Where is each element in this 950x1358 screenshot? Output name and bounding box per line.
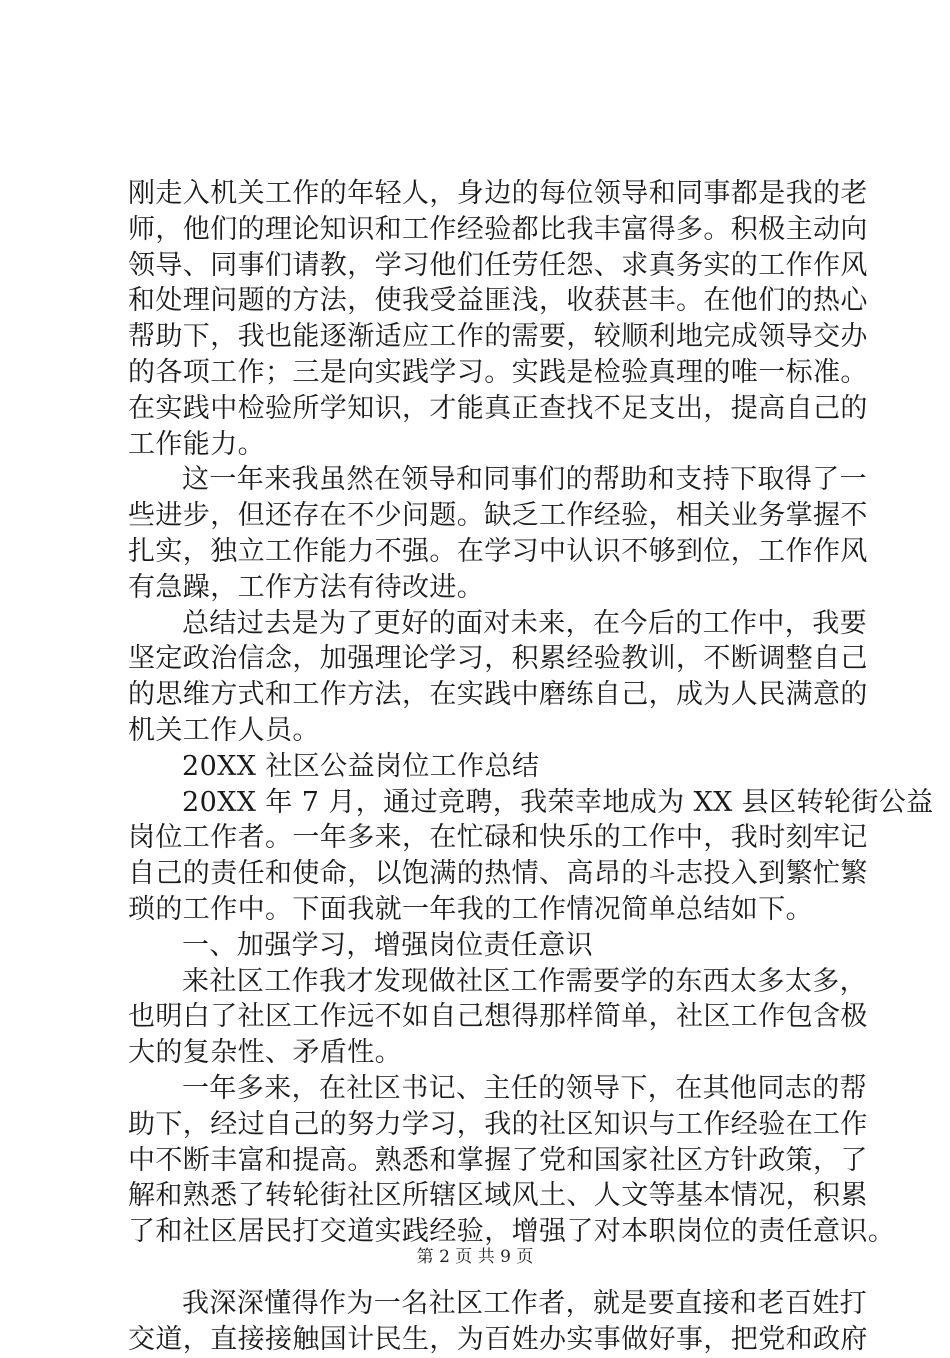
- paragraph-first-line: 20XX 年 7 月，通过竞聘，我荣幸地成为 XX 县区转轮街公益: [182, 786, 934, 818]
- text-line: 些进步，但还存在不少问题。缺乏工作经验，相关业务掌握不: [128, 500, 868, 532]
- text-line: 和处理问题的方法，使我受益匪浅，收获甚丰。在他们的热心: [128, 285, 868, 317]
- text-line: 扎实，独立工作能力不强。在学习中认识不够到位，工作作风: [128, 535, 868, 567]
- paragraph-first-line: 我深深懂得作为一名社区工作者，就是要直接和老百姓打: [182, 1287, 867, 1319]
- paragraph-first-line: 一年多来，在社区书记、主任的领导下，在其他同志的帮: [182, 1072, 867, 1104]
- text-line: 有急躁，工作方法有待改进。: [128, 571, 485, 603]
- text-line: 大的复杂性、矛盾性。: [128, 1037, 402, 1069]
- text-line: 解和熟悉了转轮街社区所辖区域风土、人文等基本情况，积累: [128, 1180, 868, 1212]
- text-line: 中不断丰富和提高。熟悉和掌握了党和国家社区方针政策，了: [128, 1144, 868, 1176]
- text-line: 领导、同事们请教，学习他们任劳任怨、求真务实的工作作风: [128, 249, 868, 281]
- text-line: 自己的责任和使命，以饱满的热情、高昂的斗志投入到繁忙繁: [128, 858, 868, 890]
- text-line: 师，他们的理论知识和工作经验都比我丰富得多。积极主动向: [128, 213, 868, 245]
- text-line: 的各项工作；三是向实践学习。实践是检验真理的唯一标准。: [128, 356, 868, 388]
- section-title: 20XX 社区公益岗位工作总结: [182, 750, 540, 782]
- text-line: 也明白了社区工作远不如自己想得那样简单，社区工作包含极: [128, 1001, 868, 1033]
- paragraph-first-line: 这一年来我虽然在领导和同事们的帮助和支持下取得了一: [182, 464, 867, 496]
- text-line: 交道，直接接触国计民生，为百姓办实事做好事，把党和政府: [128, 1323, 868, 1355]
- text-line: 助下，经过自己的努力学习，我的社区知识与工作经验在工作: [128, 1108, 868, 1140]
- text-line: 琐的工作中。下面我就一年我的工作情况简单总结如下。: [128, 893, 813, 925]
- text-line: 了和社区居民打交道实践经验，增强了对本职岗位的责任意识。: [128, 1216, 896, 1248]
- text-line: 的思维方式和工作方法，在实践中磨练自己，成为人民满意的: [128, 679, 868, 711]
- text-line: 工作能力。: [128, 428, 265, 460]
- paragraph-first-line: 来社区工作我才发现做社区工作需要学的东西太多太多，: [182, 965, 867, 997]
- text-line: 帮助下，我也能逐渐适应工作的需要，较顺利地完成领导交办: [128, 321, 868, 353]
- text-line: 坚定政治信念，加强理论学习，积累经验教训，不断调整自己: [128, 643, 868, 675]
- section-heading: 一、加强学习，增强岗位责任意识: [182, 929, 593, 961]
- paragraph-first-line: 总结过去是为了更好的面对未来，在今后的工作中，我要: [182, 607, 867, 639]
- document-body: [128, 176, 934, 1358]
- text-line: 在实践中检验所学知识，才能真正查找不足支出，提高自己的: [128, 392, 868, 424]
- text-line: 刚走入机关工作的年轻人，身边的每位领导和同事都是我的老: [128, 178, 868, 209]
- text-line: 岗位工作者。一年多来，在忙碌和快乐的工作中，我时刻牢记: [128, 822, 868, 854]
- page-number-footer: 第 2 页 共 9 页: [416, 1247, 534, 1267]
- text-line: 机关工作人员。: [128, 714, 320, 746]
